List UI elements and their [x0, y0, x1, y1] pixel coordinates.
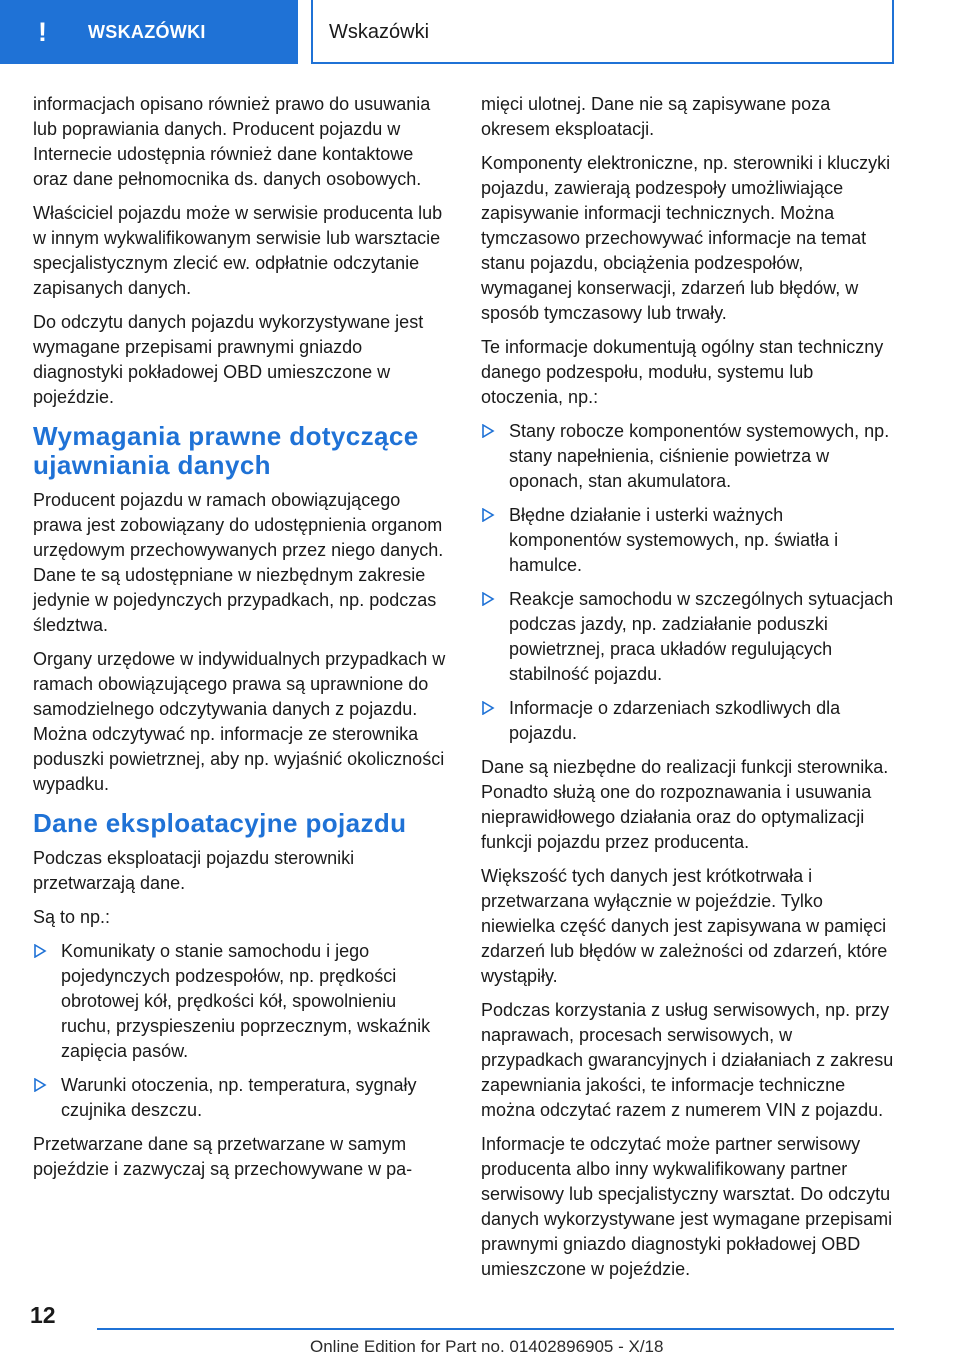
paragraph: Organy urzędowe w indywidualnych przypadkach w ramach obowiązującego prawa są uprawnione do samodzielnego odczytywania danych z pojazdu. Można odczytywać np. informacje ze sterownika poduszki powietrznej, aby np. wyjaśnić okoliczności wypadku. [33, 649, 446, 794]
triangle-bullet-icon [481, 424, 495, 438]
footer-divider [97, 1328, 894, 1330]
section-heading: Wymagania prawne dotyczące ujawniania danych [33, 421, 419, 480]
paragraph: Komponenty elektroniczne, np. sterowniki i kluczyki pojazdu, zawierają podzespoły umożliwiające zapisywanie informacji technicznych. Można tymczasowo przechowywać informacje na temat stanu pojazdu, obciążenia podzespołów, wymaganej konserwacji, zdarzeń lub błędów, w sposób tymczasowy lub trwały. [481, 153, 891, 323]
paragraph: Producent pojazdu w ramach obowiązującego prawa jest zobowiązany do udostępnienia organom urzędowym przechowywanych przez niego danych. Dane te są udostępniane w niezbędnym zakresie jedynie w pojedynczych przypadkach, np. podczas śledztwa. [33, 490, 444, 635]
triangle-bullet-icon [33, 1078, 47, 1092]
paragraph: Właściciel pojazdu może w serwisie producenta lub w innym wykwalifikowanym serwisie lub warsztacie specjalistycznym zlecić ew. odpłatnie odczytanie zapisanych danych. [33, 203, 443, 298]
paragraph: Dane są niezbędne do realizacji funkcji sterownika. Ponadto służą one do rozpoznawania i usuwania nieprawidłowego działania oraz do optymalizacji funkcji pojazdu przez producenta. [481, 757, 889, 852]
paragraph: Podczas korzystania z usług serwisowych, np. przy naprawach, procesach serwisowych, w przypadkach gwarancyjnych i działaniach z zakresu zapewniania jakości, te informacje techniczne można odczytać razem z numerem VIN z pojazdu. [481, 1000, 894, 1120]
list-item-text: Komunikaty o stanie samochodu i jego pojedynczych podzespołów, np. prędkości obrotowej kół, prędkości kół, spowolnieniu ruchu, przyspieszeniu poprzecznym, wskaźnik zapięcia pasów. [61, 941, 431, 1061]
section-label: WSKAZÓWKI [88, 21, 206, 42]
page-number: 12 [30, 1302, 56, 1328]
page-title: Wskazówki [329, 21, 430, 43]
paragraph: Do odczytu danych pojazdu wykorzystywane jest wymagane przepisami prawnymi gniazdo diagnostyki pokładowej OBD umieszczone w pojeździe. [33, 312, 424, 407]
list-item-text: Informacje o zdarzeniach szkodliwych dla pojazdu. [509, 698, 841, 743]
list-item [33, 939, 447, 1064]
bullet-list [481, 419, 894, 746]
triangle-bullet-icon [33, 944, 47, 958]
warning-icon: ! [38, 16, 47, 47]
list-item-text: Błędne działanie i usterki ważnych komponentów systemowych, np. światła i hamulce. [509, 505, 839, 575]
list-item [481, 419, 894, 494]
right-column [481, 92, 894, 1291]
paragraph: mięci ulotnej. Dane nie są zapisywane poza okresem eksploatacji. [481, 94, 831, 139]
list-item-text: Warunki otoczenia, np. temperatura, sygnały czujnika deszczu. [61, 1075, 417, 1120]
list-item-text: Reakcje samochodu w szczególnych sytuacjach podczas jazdy, np. zadziałanie poduszki powietrznej, praca układów regulujących stabilność pojazdu. [509, 589, 894, 684]
bullet-list [33, 939, 447, 1123]
paragraph: Są to np.: [33, 907, 111, 927]
triangle-bullet-icon [481, 592, 495, 606]
triangle-bullet-icon [481, 508, 495, 522]
list-item [481, 503, 894, 578]
header-title-box [311, 0, 894, 64]
section-heading: Dane eksploatacyjne pojazdu [33, 808, 407, 838]
list-item-text: Stany robocze komponentów systemowych, np. stany napełnienia, ciśnienie powietrza w oponach, stan akumulatora. [509, 421, 890, 491]
paragraph: Przetwarzane dane są przetwarzane w samym pojeździe i zazwyczaj są przechowywane w pa- [33, 1134, 413, 1179]
paragraph: informacjach opisano również prawo do usuwania lub poprawiania danych. Producent pojazdu w Internecie udostępnia również dane kontaktowe oraz dane pełnomocnika ds. danych osobowych. [33, 94, 431, 189]
paragraph: Podczas eksploatacji pojazdu sterowniki przetwarzają dane. [33, 848, 355, 893]
paragraph: Większość tych danych jest krótkotrwała i przetwarzana wyłącznie w pojeździe. Tylko niewielka część danych jest zapisywana w pamięci zdarzeń lub błędów w zależności od zdarzeń, które wystąpiły. [481, 866, 888, 986]
left-column [33, 92, 447, 1191]
paragraph: Informacje te odczytać może partner serwisowy producenta albo inny wykwalifikowany partner serwisowy lub specjalistyczny warsztat. Do odczytu danych wykorzystywane jest wymagane przepisami prawnymi gniazdo diagnostyki pokładowej OBD umieszczone w pojeździe. [481, 1134, 893, 1279]
triangle-bullet-icon [481, 701, 495, 715]
list-item [481, 587, 894, 687]
list-item [33, 1073, 447, 1123]
header-section-tab [0, 0, 298, 64]
paragraph: Te informacje dokumentują ogólny stan techniczny danego podzespołu, modułu, systemu lub otoczenia, np.: [481, 337, 884, 407]
list-item [481, 696, 894, 746]
footer-edition: Online Edition for Part no. 01402896905 - X/18 [310, 1337, 664, 1356]
